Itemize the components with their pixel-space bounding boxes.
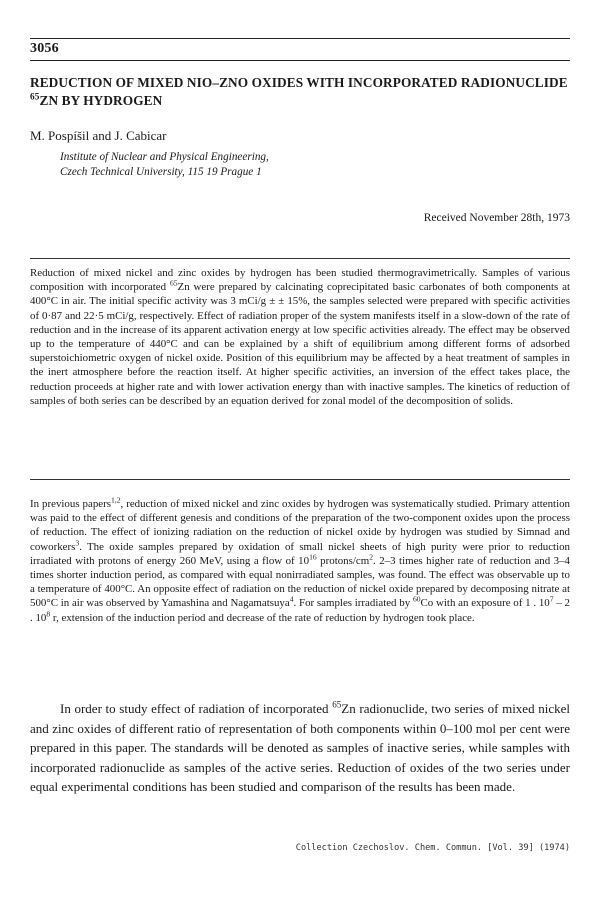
affiliation-line-2: Czech Technical University, 115 19 Prague 1	[60, 166, 262, 178]
citation: 1,2	[110, 495, 121, 505]
abstract-rule-top	[30, 258, 570, 259]
received-date: Received November 28th, 1973	[423, 212, 570, 224]
citation: 4	[289, 594, 294, 604]
affiliation-line-1: Institute of Nuclear and Physical Engineering,	[60, 151, 269, 163]
intro-paragraph: In previous papers$^{1,2}$, reduction of mixed nickel and zinc oxides by hydrogen was systematically studied. Primary attention was paid to the effect of different genesis and conditions of the preparation of the two-component oxides upon the process of reduction. The effect of ionizing radiation on the reduction of nickel oxide by hydrogen was studied by Simnad and coworkers$^3$. The oxide samples prepared by oxidation of small nickel sheets of high purity were prior to reduction irradiated with protons of energy 260 MeV, using a flow of $10^{16}$ protons/$cm^2$. 2–3 times higher rate of reduction and 3–4 times shorter induction period, as compared with equal nonirradiated samples, was found. The effect was observable up to a temperature of 400°C. An opposite effect of radiation on the reduction of nickel oxide prepared by decomposing nitrate at 500°C in air was observed by Yamashina and Nagamatsuya$^4$. For samples irradiated by $^{60}$Co with an exposure of 1 . $10^7 - 2$ . $10^8$ r, extension of the induction period and decrease of the rate of reduction by hydrogen took place.	[30, 495, 570, 624]
header-rule	[30, 38, 570, 39]
abstract: Reduction of mixed nickel and zinc oxides by hydrogen has been studied thermogravimetrically. Samples of various composition with incorporated $^{65}$Zn were prepared by calcinating coprecipitated basic carbonates of both components at 400°C in air. The initial specific activity was 3 mCi/g ± ± 15%, the samples selected were prepared with specific activities of 0·87 and 22·5 mCi/g, respectively. Effect of radiation proper of the system manifests itself in a slow-down of the rate of reduction and in the increase of its apparent activation energy at low specific activities already. The effect may be observed up to the temperature of 440°C and can be explained by a shift of equilibrium among different forms of adsorbed superstoichiometric oxygen of nickel oxide. Position of this equilibrium may be affected by a heat treatment of samples in the inert atmosphere before the reaction itself. At higher specific activities, an inversion of the effect takes place, the reduction proceeds at higher rate and with lower activation energy than with inactive samples. The kinetics of reduction of samples of both series can be described by an equation derived for zonal model of the decomposition of solids.	[30, 267, 570, 407]
page-number: 3056	[30, 41, 59, 56]
article-title: REDUCTION OF MIXED NIO–ZNO OXIDES WITH INCORPORATED RADIONUCLIDE $^{65}$ZN BY HYDROGEN	[30, 75, 568, 108]
citation: 3	[75, 537, 80, 547]
body-paragraph: In order to study effect of radiation of incorporated $^{65}$Zn radionuclide, two series of mixed nickel and zinc oxides of different ratio of representation of both components within 0–100 mol per cent were prepared in this paper. The standards will be denoted as samples of inactive series, while samples with incorporated radionuclide as samples of the active series. Reduction of oxides of the two series under equal experimental conditions has been studied and comparison of the results has been made.	[30, 699, 570, 794]
header-rule-lower	[30, 60, 570, 61]
journal-footer: Collection Czechoslov. Chem. Commun. [Vol. 39] (1974)	[295, 843, 570, 853]
affiliation	[60, 150, 269, 180]
abstract-rule-bottom	[30, 479, 570, 480]
authors: M. Pospíšil and J. Cabicar	[30, 128, 167, 143]
